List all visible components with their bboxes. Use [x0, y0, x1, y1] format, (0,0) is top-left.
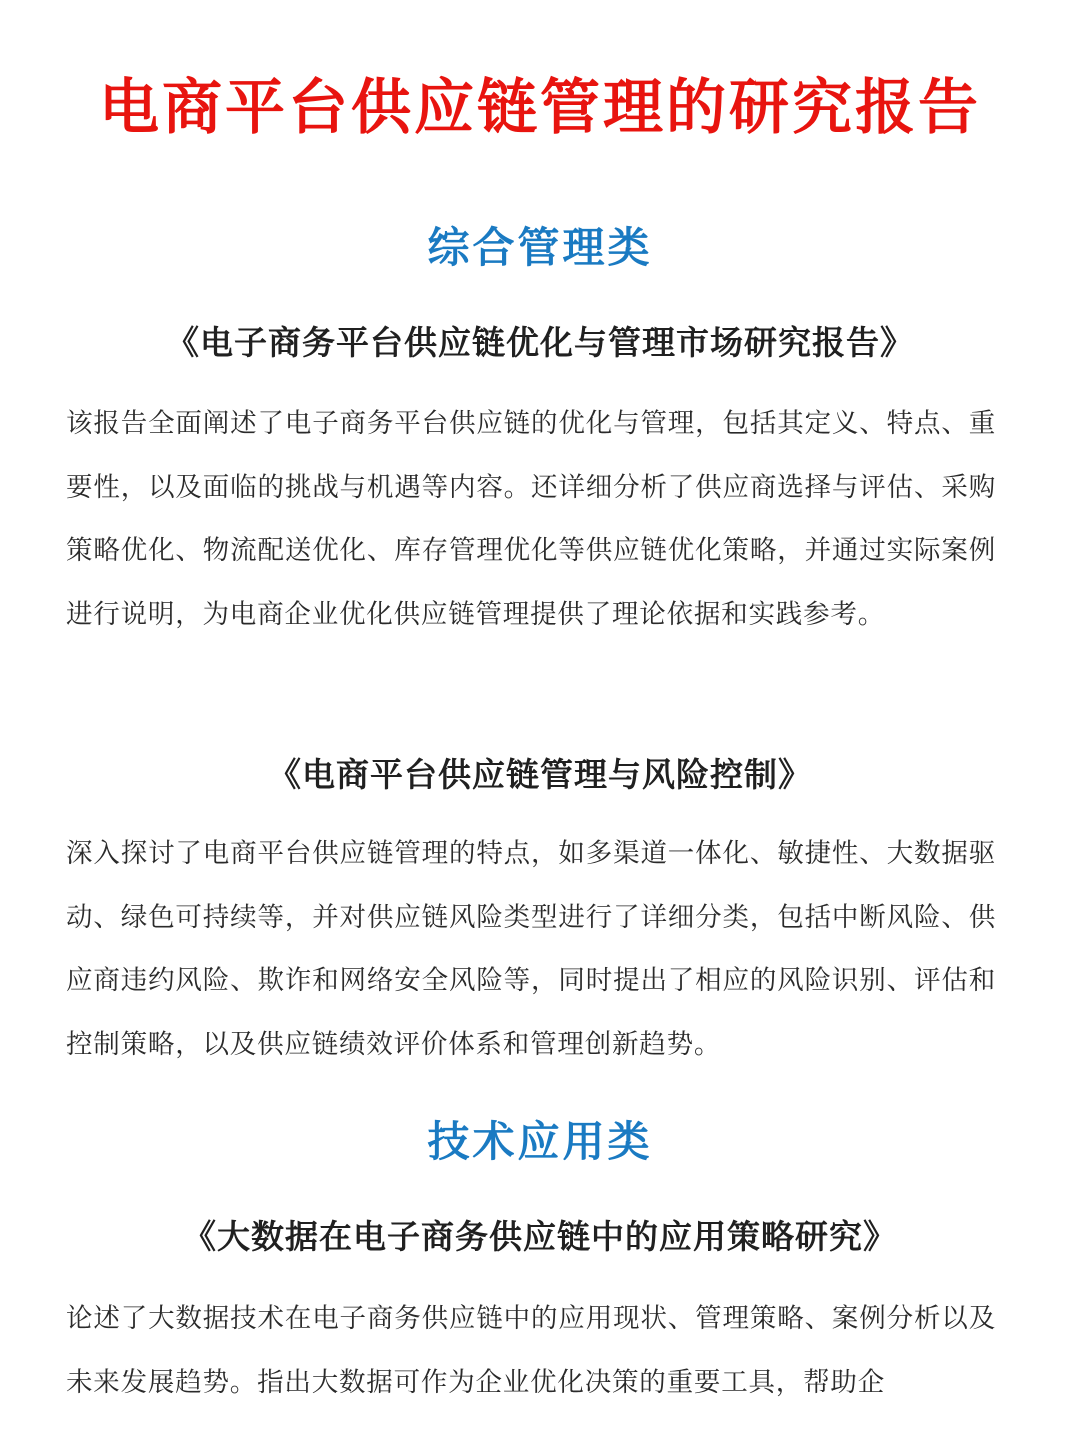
report-summary: 该报告全面阐述了电子商务平台供应链的优化与管理，包括其定义、特点、重要性，以及面临的挑战与机遇等内容。还详细分析了供应商选择与评估、采购策略优化、物流配送优化、库存管理优化等供应链优化策略，并通过实际案例进行说明，为电商企业优化供应链管理提供了理论依据和实践参考。 — [66, 408, 996, 630]
section-heading-general-management: 综合管理类 — [427, 223, 653, 272]
report-summary: 论述了大数据技术在电子商务供应链中的应用现状、管理策略、案例分析以及未来发展趋势。指出大数据可作为企业优化决策的重要工具，帮助企 — [66, 1303, 996, 1398]
report-title: 《电商平台供应链管理与风险控制》 — [268, 755, 812, 794]
page-title: 电商平台供应链管理的研究报告 — [99, 73, 981, 143]
report-title: 《电子商务平台供应链优化与管理市场研究报告》 — [166, 323, 914, 362]
report-summary: 深入探讨了电商平台供应链管理的特点，如多渠道一体化、敏捷性、大数据驱动、绿色可持续等，并对供应链风险类型进行了详细分类，包括中断风险、供应商违约风险、欺诈和网络安全风险等，同时提出了相应的风险识别、评估和控制策略，以及供应链绩效评价体系和管理创新趋势。 — [66, 838, 996, 1060]
report-title: 《大数据在电子商务供应链中的应用策略研究》 — [183, 1217, 897, 1256]
section-heading-technology-application: 技术应用类 — [427, 1117, 653, 1166]
